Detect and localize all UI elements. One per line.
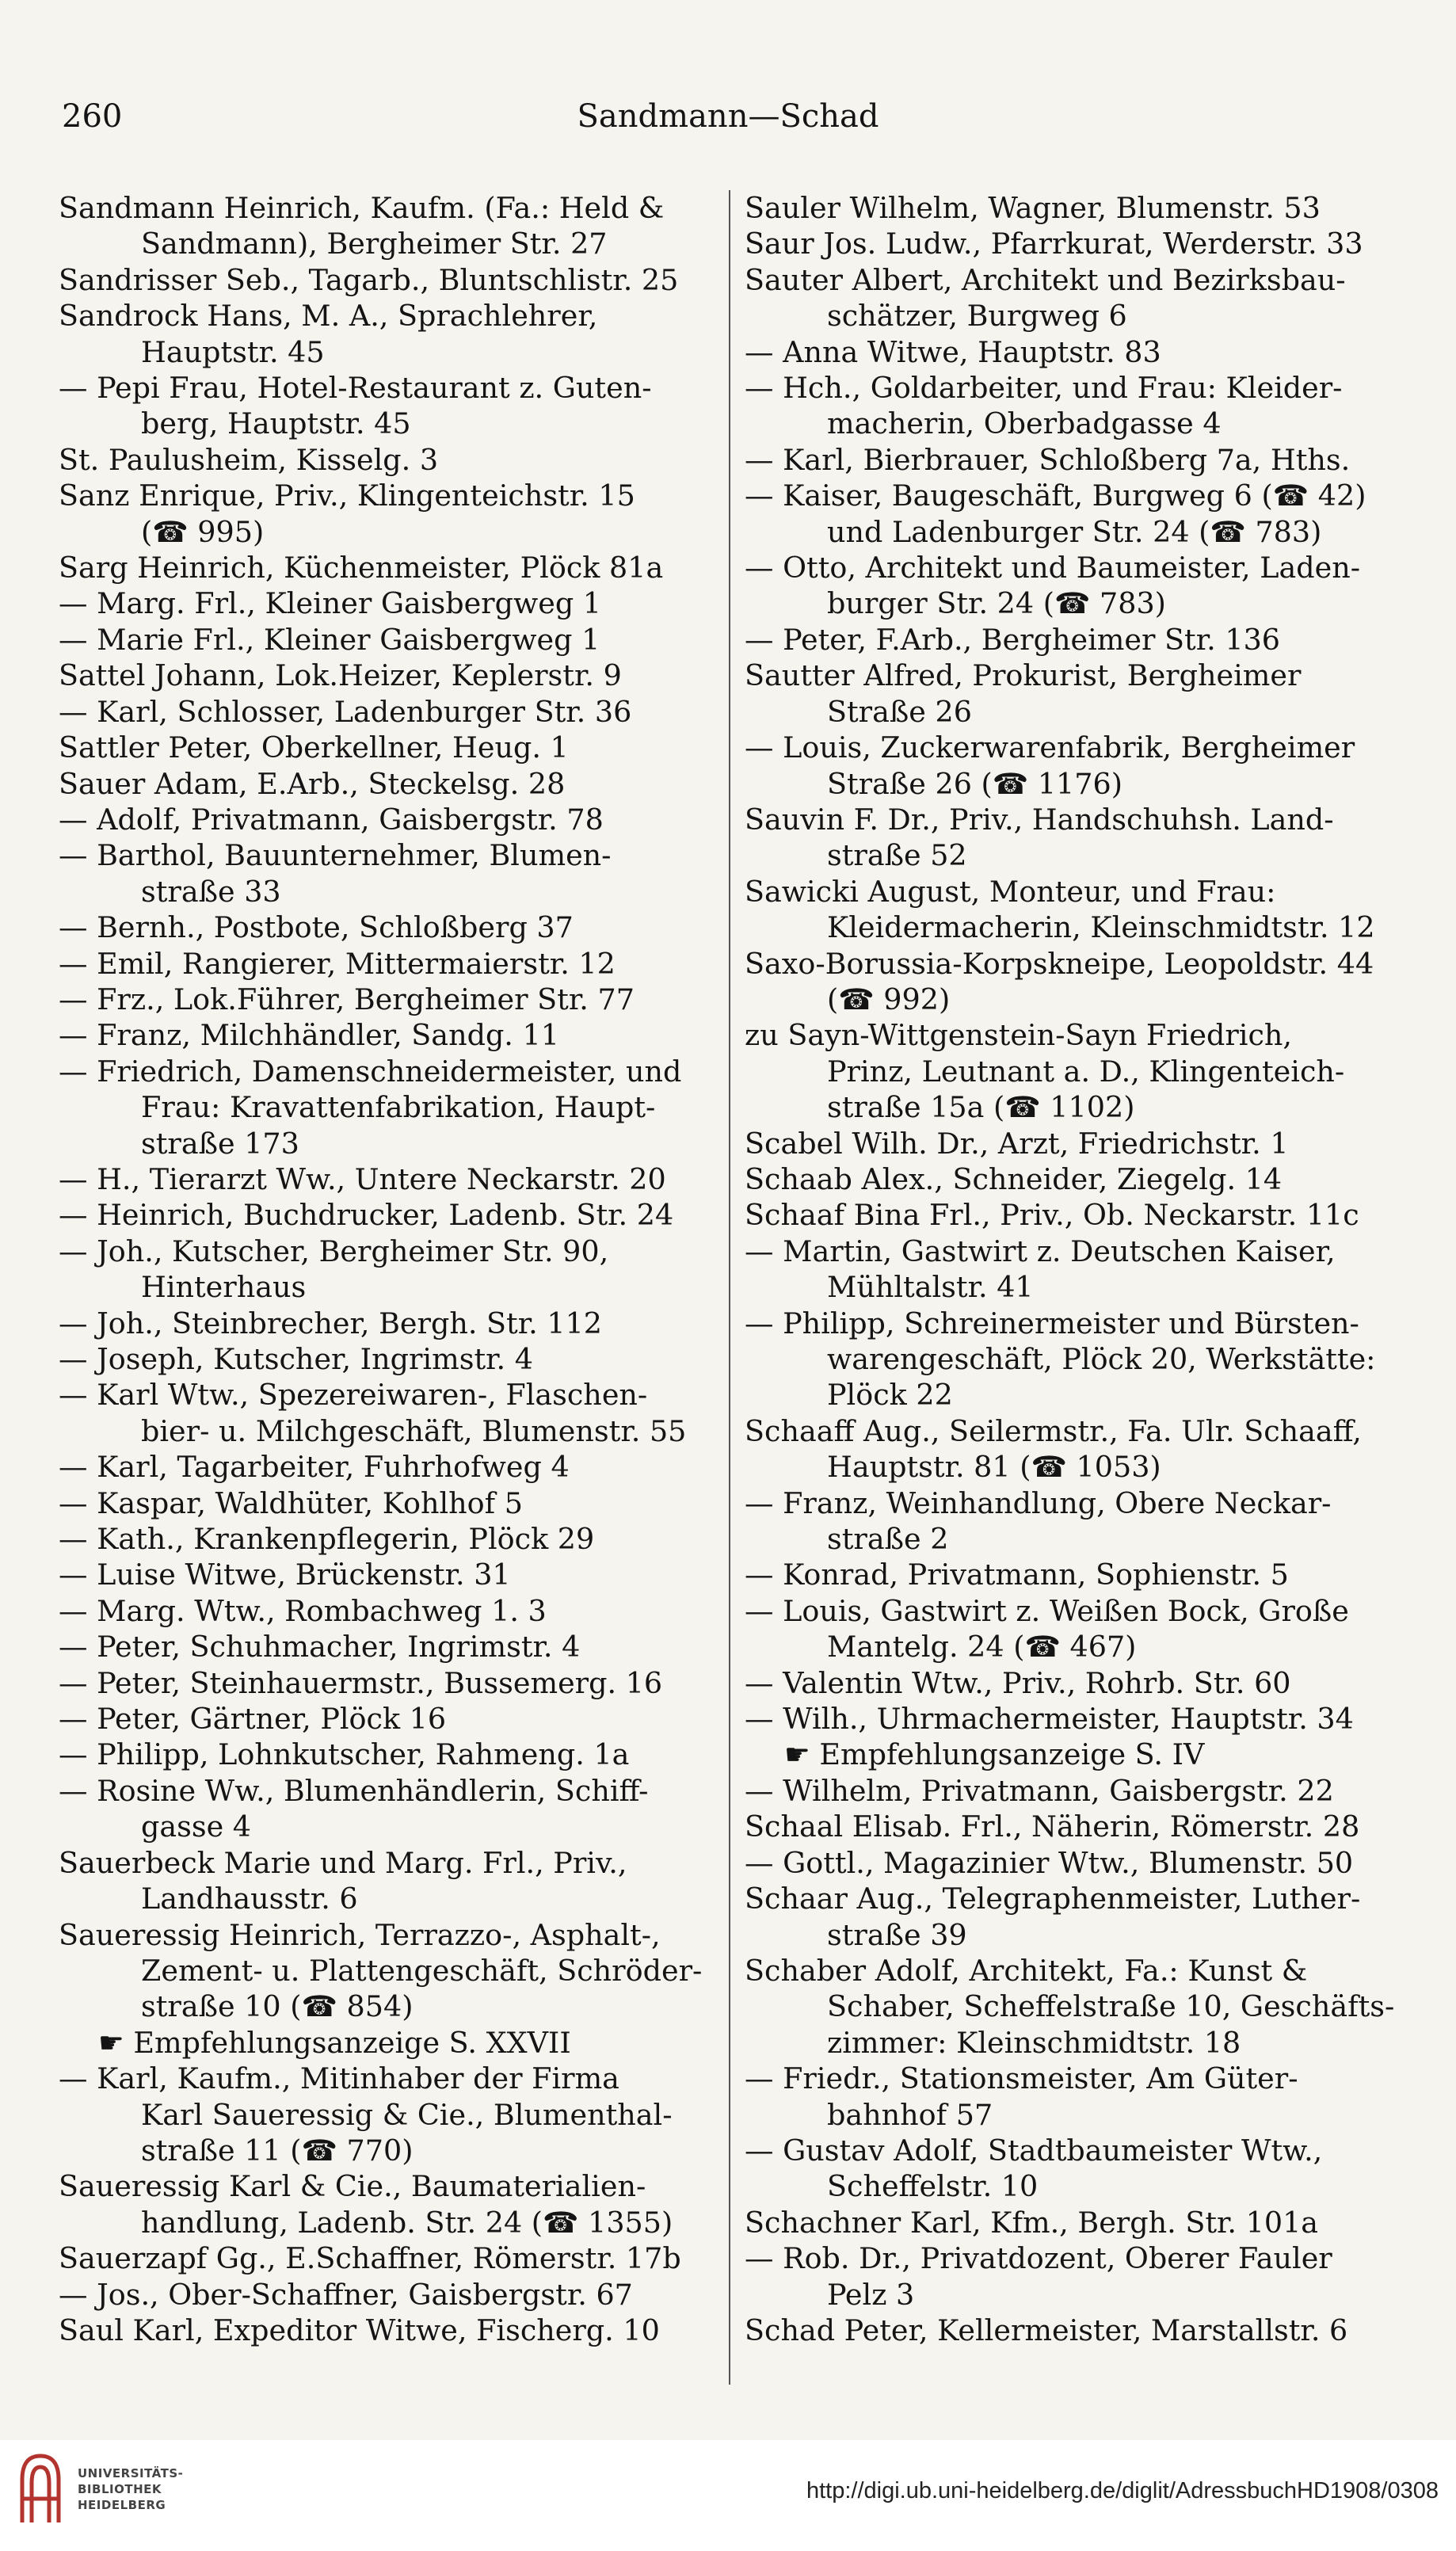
directory-entry [745, 1809, 1418, 1844]
entry-continuation: Straße 26 (☎ 1176) [827, 766, 1122, 801]
directory-entry [745, 946, 1418, 1018]
directory-entry [59, 802, 732, 837]
entry-line: — Karl, Tagarbeiter, Fuhrhofweg 4 [59, 1450, 570, 1485]
entry-line: — Louis, Gastwirt z. Weißen Bock, Große [745, 1593, 1349, 1628]
entry-continuation: Pelz 3 [827, 2277, 915, 2312]
entry-line: — Marg. Frl., Kleiner Gaisbergweg 1 [59, 586, 602, 621]
entry-line: Sanz Enrique, Priv., Klingenteichstr. 15 [59, 479, 635, 513]
entry-continuation: Mühltalstr. 41 [827, 1270, 1034, 1305]
directory-entry [59, 909, 732, 945]
directory-entry [745, 1665, 1418, 1701]
directory-entry [745, 1773, 1418, 1809]
directory-entry [745, 1413, 1418, 1485]
entry-line: Saul Karl, Expeditor Witwe, Fischerg. 10 [59, 2313, 660, 2347]
directory-entry [59, 585, 732, 621]
entry-continuation: Kleidermacherin, Kleinschmidtstr. 12 [827, 910, 1375, 945]
entry-continuation: Zement- u. Plattengeschäft, Schröder- [141, 1953, 703, 1988]
entry-line: — Karl, Kaufm., Mitinhaber der Firma [59, 2061, 619, 2096]
directory-entry [745, 2205, 1418, 2240]
entry-line: — Frz., Lok.Führer, Bergheimer Str. 77 [59, 982, 635, 1016]
entry-line: Sautter Alfred, Prokurist, Bergheimer [745, 658, 1302, 693]
entry-line: Schaab Alex., Schneider, Ziegelg. 14 [745, 1161, 1283, 1196]
directory-entry [59, 2061, 732, 2168]
directory-entry [59, 1917, 732, 2025]
directory-entry [59, 1197, 732, 1233]
entry-continuation: (☎ 992) [827, 982, 951, 1016]
entry-line: Sauvin F. Dr., Priv., Handschuhsh. Land- [745, 802, 1334, 837]
entry-line: — Philipp, Lohnkutscher, Rahmeng. 1a [59, 1737, 630, 1772]
entry-continuation: straße 33 [141, 874, 281, 909]
entry-line: — Konrad, Privatmann, Sophienstr. 5 [745, 1558, 1289, 1592]
entry-line: — Friedr., Stationsmeister, Am Güter- [745, 2061, 1298, 2096]
entry-continuation: bahnhof 57 [827, 2097, 993, 2132]
directory-entry [745, 190, 1418, 226]
entry-line: Sandrock Hans, M. A., Sprachlehrer, [59, 299, 598, 334]
entry-line: — Marie Frl., Kleiner Gaisbergweg 1 [59, 622, 600, 657]
entry-continuation: Hauptstr. 45 [141, 334, 325, 369]
directory-entry [59, 2277, 732, 2313]
entry-line: — Gottl., Magazinier Wtw., Blumenstr. 50 [745, 1845, 1354, 1880]
entry-line: Sarg Heinrich, Küchenmeister, Plöck 81a [59, 551, 664, 585]
entry-continuation: Schaber, Scheffelstraße 10, Geschäfts- [827, 1989, 1395, 2024]
entry-line: — Wilhelm, Privatmann, Gaisbergstr. 22 [745, 1773, 1334, 1808]
entry-continuation: (☎ 995) [141, 514, 265, 549]
entry-line: — Heinrich, Buchdrucker, Ladenb. Str. 24 [59, 1198, 674, 1233]
entry-line: Schaar Aug., Telegraphenmeister, Luther- [745, 1882, 1361, 1916]
entry-line: — Luise Witwe, Brückenstr. 31 [59, 1558, 511, 1592]
directory-entry [745, 1161, 1418, 1197]
directory-entry [59, 1737, 732, 1772]
directory-entry [59, 1665, 732, 1701]
entry-line: Sattler Peter, Oberkellner, Heug. 1 [59, 730, 569, 765]
directory-entry [745, 1737, 1418, 1772]
entry-line: — Kaiser, Baugeschäft, Burgweg 6 (☎ 42) [745, 479, 1366, 513]
entry-line: — Marg. Wtw., Rombachweg 1. 3 [59, 1593, 547, 1628]
entry-line: Saxo-Borussia-Korpskneipe, Leopoldstr. 44 [745, 946, 1374, 981]
entry-continuation: straße 2 [827, 1522, 949, 1557]
entry-continuation: Frau: Kravattenfabrikation, Haupt- [141, 1090, 656, 1125]
entry-continuation: gasse 4 [141, 1809, 252, 1844]
entry-line: — Franz, Weinhandlung, Obere Neckar- [745, 1485, 1332, 1520]
directory-entry [59, 1306, 732, 1341]
directory-entry [745, 2313, 1418, 2348]
entry-line: — Franz, Milchhändler, Sandg. 11 [59, 1018, 559, 1053]
directory-entry [745, 2061, 1418, 2133]
entry-continuation: straße 10 (☎ 854) [141, 1989, 414, 2024]
directory-entry [59, 2313, 732, 2348]
directory-entry [745, 1953, 1418, 2061]
entry-line: Sauler Wilhelm, Wagner, Blumenstr. 53 [745, 191, 1321, 225]
entry-line: Saur Jos. Ludw., Pfarrkurat, Werderstr. 33 [745, 227, 1363, 261]
entry-continuation: burger Str. 24 (☎ 783) [827, 586, 1166, 621]
directory-entry [745, 1881, 1418, 1953]
university-library-logo [17, 2451, 63, 2527]
entry-continuation: straße 15a (☎ 1102) [827, 1090, 1135, 1125]
entry-line: Sawicki August, Monteur, und Frau: [745, 874, 1276, 909]
directory-entry [745, 802, 1418, 874]
directory-entry [745, 1485, 1418, 1558]
entry-line: — Valentin Wtw., Priv., Rohrb. Str. 60 [745, 1665, 1291, 1700]
directory-entry [59, 2168, 732, 2240]
entry-line: Sattel Johann, Lok.Heizer, Keplerstr. 9 [59, 658, 622, 693]
directory-entry [745, 2133, 1418, 2205]
source-url[interactable]: http://digi.ub.uni-heidelberg.de/diglit/AdressbuchHD1908/0308 [806, 2478, 1439, 2503]
entry-line: Sauerbeck Marie und Marg. Frl., Priv., [59, 1845, 627, 1880]
entry-line: — Jos., Ober-Schaffner, Gaisbergstr. 67 [59, 2277, 633, 2312]
entry-continuation: handlung, Ladenb. Str. 24 (☎ 1355) [141, 2205, 673, 2240]
entry-continuation: bier- u. Milchgeschäft, Blumenstr. 55 [141, 1413, 687, 1448]
directory-entry [59, 946, 732, 982]
entry-line: — Rosine Ww., Blumenhändlerin, Schiff- [59, 1773, 649, 1808]
entry-continuation: Landhausstr. 6 [141, 1882, 358, 1916]
entry-continuation: straße 39 [827, 1917, 967, 1952]
directory-entry [59, 1161, 732, 1197]
entry-line: — Louis, Zuckerwarenfabrik, Bergheimer [745, 730, 1355, 765]
entry-continuation: Prinz, Leutnant a. D., Klingenteich- [827, 1054, 1345, 1089]
directory-entry [745, 1126, 1418, 1161]
library-line-1: UNIVERSITÄTS- [78, 2466, 184, 2480]
entry-line: — H., Tierarzt Ww., Untere Neckarstr. 20 [59, 1161, 666, 1196]
directory-entry [59, 262, 732, 298]
entry-line: — Adolf, Privatmann, Gaisbergstr. 78 [59, 802, 604, 837]
directory-entry [59, 2025, 732, 2061]
entry-line: — Karl, Schlosser, Ladenburger Str. 36 [59, 694, 632, 729]
directory-entry [59, 1054, 732, 1161]
directory-entry [59, 1341, 732, 1377]
entry-continuation: und Ladenburger Str. 24 (☎ 783) [827, 514, 1322, 549]
entry-line: — Rob. Dr., Privatdozent, Oberer Fauler [745, 2241, 1332, 2276]
entry-line: St. Paulusheim, Kisselg. 3 [59, 442, 439, 477]
entry-continuation: zimmer: Kleinschmidtstr. 18 [827, 2025, 1241, 2060]
directory-entry [59, 1629, 732, 1664]
directory-entry [59, 2240, 732, 2276]
directory-entry [745, 1306, 1418, 1413]
directory-entry [745, 1701, 1418, 1737]
column-divider [729, 190, 730, 2385]
directory-entry [745, 442, 1418, 478]
entry-continuation: Plöck 22 [827, 1378, 953, 1413]
directory-entry [59, 730, 732, 765]
directory-entry [59, 298, 732, 370]
directory-entry [745, 622, 1418, 658]
entry-continuation: macherin, Oberbadgasse 4 [827, 406, 1222, 441]
directory-entry [745, 262, 1418, 334]
library-name [78, 2465, 183, 2513]
entry-line: — Martin, Gastwirt z. Deutschen Kaiser, [745, 1234, 1336, 1268]
directory-entry [59, 1773, 732, 1845]
entry-continuation: straße 173 [141, 1126, 299, 1161]
entry-line: Saueressig Heinrich, Terrazzo-, Asphalt-, [59, 1917, 661, 1952]
entry-line: Sauer Adam, E.Arb., Steckelsg. 28 [59, 766, 566, 801]
entry-continuation: berg, Hauptstr. 45 [141, 406, 411, 441]
entry-line: — Wilh., Uhrmachermeister, Hauptstr. 34 [745, 1702, 1354, 1737]
entry-line: — Joseph, Kutscher, Ingrimstr. 4 [59, 1342, 533, 1376]
entry-line: zu Sayn-Wittgenstein-Sayn Friedrich, [745, 1018, 1293, 1053]
directory-entry [745, 550, 1418, 622]
entry-line: Schachner Karl, Kfm., Bergh. Str. 101a [745, 2205, 1319, 2240]
directory-entry [745, 658, 1418, 730]
directory-entry [59, 982, 732, 1017]
library-line-2: BIBLIOTHEK [78, 2482, 162, 2496]
entry-continuation: Mantelg. 24 (☎ 467) [827, 1630, 1137, 1664]
entry-line: ☛ Empfehlungsanzeige S. IV [784, 1737, 1205, 1772]
left-column [59, 190, 732, 2348]
entry-continuation: straße 11 (☎ 770) [141, 2133, 414, 2168]
entry-continuation: Hinterhaus [141, 1270, 307, 1305]
entry-line: — Kath., Krankenpflegerin, Plöck 29 [59, 1522, 595, 1557]
entry-line: Schaaff Aug., Seilermstr., Fa. Ulr. Schaaff, [745, 1413, 1362, 1448]
entry-line: Sauter Albert, Architekt und Bezirksbau- [745, 262, 1346, 297]
directory-entry [59, 550, 732, 585]
entry-line: — Karl Wtw., Spezereiwaren-, Flaschen- [59, 1378, 648, 1413]
directory-entry [59, 1521, 732, 1557]
entry-line: ☛ Empfehlungsanzeige S. XXVII [98, 2025, 571, 2060]
entry-line: Sandrisser Seb., Tagarb., Bluntschlistr. 25 [59, 262, 679, 297]
entry-line: — Pepi Frau, Hotel-Restaurant z. Guten- [59, 371, 652, 406]
entry-continuation: Straße 26 [827, 694, 972, 729]
entry-line: — Gustav Adolf, Stadtbaumeister Wtw., [745, 2133, 1323, 2168]
entry-line: — Kaspar, Waldhüter, Kohlhof 5 [59, 1485, 523, 1520]
directory-entry [59, 1377, 732, 1449]
directory-entry [59, 694, 732, 730]
library-line-3: HEIDELBERG [78, 2498, 166, 2512]
entry-line: — Joh., Kutscher, Bergheimer Str. 90, [59, 1234, 609, 1268]
directory-entry [745, 874, 1418, 946]
directory-entry [59, 190, 732, 262]
entry-line: — Emil, Rangierer, Mittermaierstr. 12 [59, 946, 616, 981]
directory-entry [59, 837, 732, 909]
entry-continuation: Sandmann), Bergheimer Str. 27 [141, 227, 608, 261]
directory-entry [745, 730, 1418, 802]
entry-line: — Peter, F.Arb., Bergheimer Str. 136 [745, 622, 1281, 657]
directory-entry [745, 1234, 1418, 1306]
directory-entry [745, 1197, 1418, 1233]
directory-entry [59, 1449, 732, 1485]
entry-line: — Anna Witwe, Hauptstr. 83 [745, 334, 1161, 369]
directory-entry [59, 1701, 732, 1737]
directory-entry [745, 478, 1418, 550]
entry-line: — Otto, Architekt und Baumeister, Laden- [745, 551, 1361, 585]
entry-line: — Bernh., Postbote, Schloßberg 37 [59, 910, 574, 945]
entry-line: Sandmann Heinrich, Kaufm. (Fa.: Held & [59, 191, 665, 225]
entry-line: — Joh., Steinbrecher, Bergh. Str. 112 [59, 1306, 603, 1340]
right-column [745, 190, 1418, 2348]
entry-line: Scabel Wilh. Dr., Arzt, Friedrichstr. 1 [745, 1126, 1289, 1161]
directory-entry [745, 1593, 1418, 1665]
directory-entry [59, 658, 732, 693]
directory-entry [59, 370, 732, 442]
entry-continuation: Karl Saueressig & Cie., Blumenthal- [141, 2097, 673, 2132]
entry-line: — Philipp, Schreinermeister und Bürsten- [745, 1306, 1359, 1340]
entry-line: — Peter, Schuhmacher, Ingrimstr. 4 [59, 1630, 581, 1664]
directory-entry [59, 1234, 732, 1306]
directory-entry [59, 622, 732, 658]
directory-entry [59, 1593, 732, 1629]
directory-entry [59, 1017, 732, 1053]
entry-line: Schaaf Bina Frl., Priv., Ob. Neckarstr. 11c [745, 1198, 1359, 1233]
entry-continuation: schätzer, Burgweg 6 [827, 299, 1127, 334]
entry-line: — Peter, Steinhauermstr., Bussemerg. 16 [59, 1665, 663, 1700]
directory-entry [745, 226, 1418, 261]
entry-line: Sauerzapf Gg., E.Schaffner, Römerstr. 17b [59, 2241, 681, 2276]
directory-entry [745, 1017, 1418, 1125]
directory-entry [745, 1557, 1418, 1592]
entry-line: Saueressig Karl & Cie., Baumaterialien- [59, 2169, 646, 2204]
page-number: 260 [62, 98, 123, 135]
entry-line: — Karl, Bierbrauer, Schloßberg 7a, Hths. [745, 442, 1351, 477]
entry-continuation: straße 52 [827, 838, 967, 873]
directory-entry [59, 1485, 732, 1521]
entry-line: Schad Peter, Kellermeister, Marstallstr. 6 [745, 2313, 1348, 2347]
directory-entry [59, 1845, 732, 1917]
entry-line: — Peter, Gärtner, Plöck 16 [59, 1702, 447, 1737]
directory-entry [745, 334, 1418, 370]
entry-line: Schaal Elisab. Frl., Näherin, Römerstr. 28 [745, 1809, 1360, 1844]
directory-entry [59, 766, 732, 802]
directory-entry [59, 1557, 732, 1592]
running-title: Sandmann—Schad [577, 98, 879, 135]
entry-continuation: Hauptstr. 81 (☎ 1053) [827, 1450, 1161, 1485]
directory-entry [745, 1845, 1418, 1881]
entry-line: — Friedrich, Damenschneidermeister, und [59, 1054, 682, 1089]
entry-continuation: warengeschäft, Plöck 20, Werkstätte: [827, 1342, 1376, 1376]
directory-entry [745, 370, 1418, 442]
entry-line: — Barthol, Bauunternehmer, Blumen- [59, 838, 612, 873]
entry-continuation: Scheffelstr. 10 [827, 2169, 1039, 2204]
entry-line: Schaber Adolf, Architekt, Fa.: Kunst & [745, 1953, 1308, 1988]
directory-entry [59, 442, 732, 478]
entry-line: — Hch., Goldarbeiter, und Frau: Kleider- [745, 371, 1343, 406]
directory-entry [59, 478, 732, 550]
directory-entry [745, 2240, 1418, 2313]
